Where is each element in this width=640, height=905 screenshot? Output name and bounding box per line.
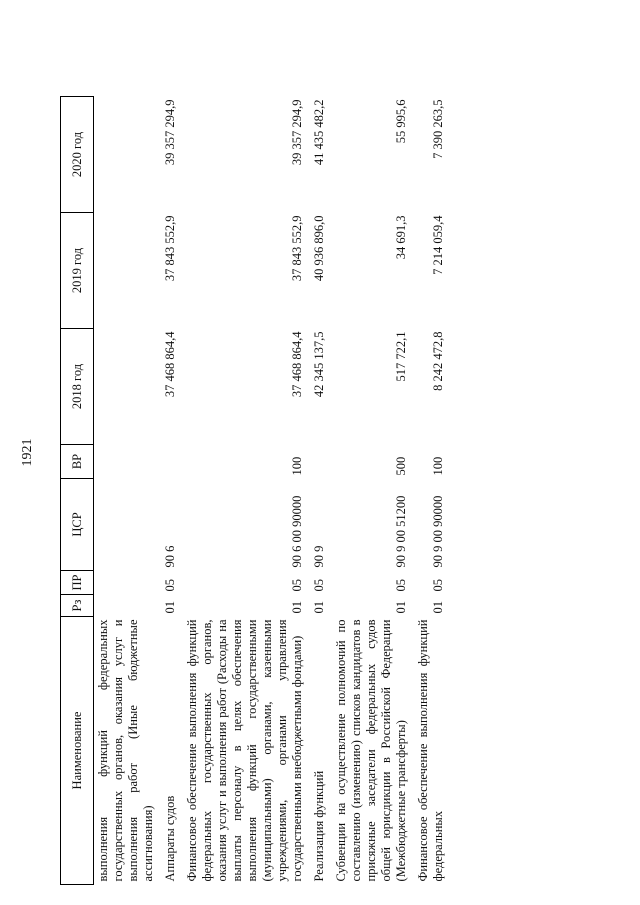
row-vr <box>306 445 328 479</box>
row-rz: 01 <box>163 601 177 614</box>
row-csr: 90 9 00 51200 <box>394 495 408 568</box>
row-pr: 05 <box>163 579 177 592</box>
row-2020 <box>94 97 158 213</box>
row-2019: 7 214 059,4 <box>431 215 445 275</box>
row-pr: 05 <box>290 579 304 592</box>
table-row <box>328 97 410 885</box>
row-2019: 34 691,3 <box>394 215 408 260</box>
row-2019 <box>94 213 158 329</box>
row-pr: 05 <box>312 579 326 592</box>
row-2020: 39 357 294,9 <box>290 99 304 166</box>
col-rz-header: Рз <box>61 595 94 617</box>
row-2018: 8 242 472,8 <box>431 331 445 391</box>
table-row <box>157 97 179 885</box>
row-2018 <box>94 329 158 445</box>
row-pr <box>94 571 158 595</box>
table-row <box>306 97 328 885</box>
table-body <box>94 97 448 885</box>
row-name: Финансовое обеспечение выполнения функций федеральных государственных органов, оказания услуг и выполнения работ (Расходы на выплаты персоналу в целях обеспечения выполнения функций государственными (муниципальными) органами, казенными учреждениями, органами управления государственными внебюджетными фондами) <box>185 619 304 882</box>
col-2019-header: 2019 год <box>61 213 94 329</box>
page-number: 1921 <box>20 438 35 467</box>
col-2020-header: 2020 год <box>61 97 94 213</box>
row-2018: 42 345 137,5 <box>312 331 326 398</box>
row-csr: 90 6 00 90000 <box>290 495 304 568</box>
row-name: Аппараты судов <box>163 795 177 882</box>
col-csr-header: ЦСР <box>61 479 94 571</box>
row-rz: 01 <box>290 601 304 614</box>
row-2018: 517 722,1 <box>394 331 408 382</box>
row-name: Финансовое обеспечение выполнения функций федеральных <box>416 619 445 882</box>
table-header <box>61 97 94 885</box>
row-2019: 37 843 552,9 <box>290 215 304 282</box>
row-2018: 37 468 864,4 <box>163 331 177 398</box>
row-csr <box>94 479 158 571</box>
table-row <box>410 97 447 885</box>
row-rz: 01 <box>394 601 408 614</box>
col-vr-header: ВР <box>61 445 94 479</box>
row-2019: 40 936 896,0 <box>312 215 326 282</box>
table-row <box>94 97 158 885</box>
row-rz: 01 <box>312 601 326 614</box>
col-pr-header: ПР <box>61 571 94 595</box>
row-2020: 39 357 294,9 <box>163 99 177 166</box>
row-2019: 37 843 552,9 <box>163 215 177 282</box>
row-name: выполнения функций федеральных государственных органов, оказания услуг и выполнения работ (Иные бюджетные ассигнования) <box>96 619 155 882</box>
col-2018-header: 2018 год <box>61 329 94 445</box>
row-vr <box>157 445 179 479</box>
row-csr: 90 6 <box>163 545 177 568</box>
row-name: Реализация функций <box>312 770 326 882</box>
row-pr: 05 <box>431 579 445 592</box>
row-2018: 37 468 864,4 <box>290 331 304 398</box>
row-vr: 100 <box>431 456 445 476</box>
row-vr: 100 <box>290 456 304 476</box>
col-name-header: Наименование <box>61 617 94 885</box>
row-2020: 7 390 263,5 <box>431 99 445 159</box>
row-2020: 41 435 482,2 <box>312 99 326 166</box>
table-row <box>179 97 306 885</box>
row-pr: 05 <box>394 579 408 592</box>
budget-table <box>60 96 447 885</box>
row-2020: 55 995,6 <box>394 99 408 144</box>
row-vr <box>94 445 158 479</box>
row-rz <box>94 595 158 617</box>
row-csr: 90 9 <box>312 545 326 568</box>
row-csr: 90 9 00 90000 <box>431 495 445 568</box>
row-vr: 500 <box>394 456 408 476</box>
row-name: Субвенции на осуществление полномочий по составлению (изменению) списков кандидатов в присяжные заседатели федеральных судов общей юрисдикции в Российской Федерации (Межбюджетные трансферты) <box>334 619 408 882</box>
row-rz: 01 <box>431 601 445 614</box>
